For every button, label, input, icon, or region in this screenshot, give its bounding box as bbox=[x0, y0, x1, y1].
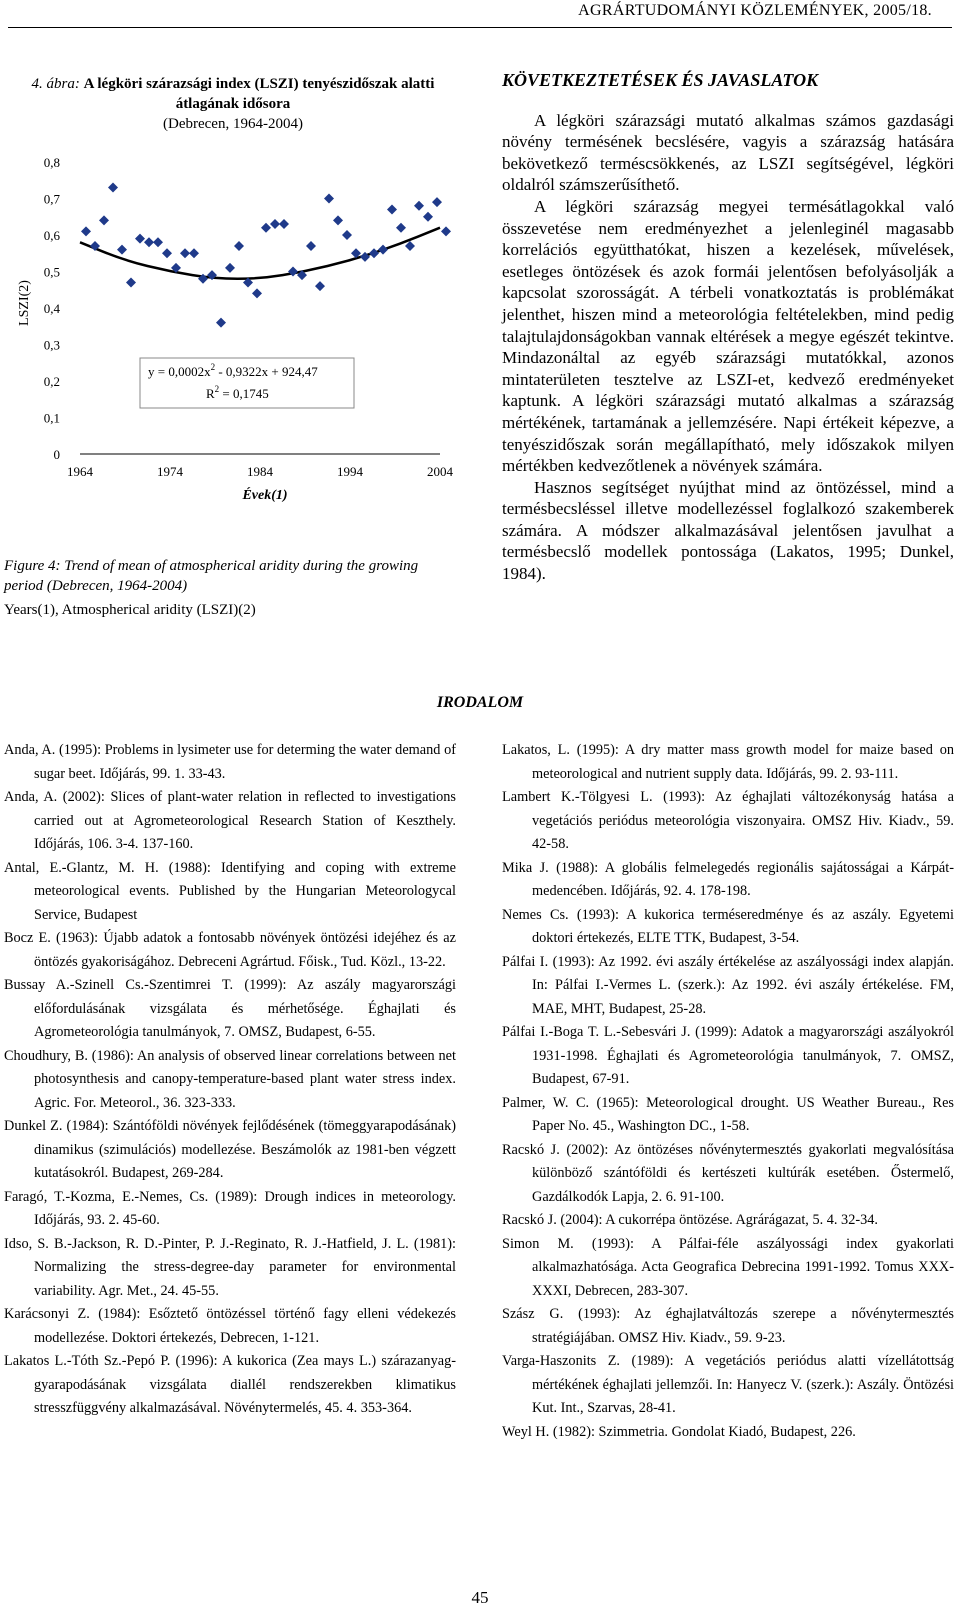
conclusions-paragraph-1: A légköri szárazsági mutató alkalmas számos gazdasági növény termésének becslésére, vagyis a szárazság hatására bekövetkező terméscsökkenés, az LSZI segítségével, légköri oldalról számszerűsíthető. bbox=[502, 110, 954, 195]
data-point bbox=[81, 226, 91, 236]
y-tick-label: 0,5 bbox=[43, 264, 60, 280]
data-point bbox=[153, 237, 163, 247]
reference-item: Lakatos L.-Tóth Sz.-Pepó P. (1996): A kukorica (Zea mays L.) szárazanyag-gyarapodásának vizsgálata diallél rendszerekben klimatikus stresszfüggvény alkalmazásával. Növénytermelés, 45. 4. 353-364. bbox=[4, 1353, 456, 1416]
reference-item: Faragó, T.-Kozma, E.-Nemes, Cs. (1989): Drough indices in meteorology. Időjárás, 93. 2. 45-60. bbox=[4, 1188, 456, 1228]
data-point bbox=[216, 318, 226, 328]
reference-item: Bocz E. (1963): Újabb adatok a fontosabb növények öntözési idejéhez és az öntözés gyakoriságához. Debreceni Agrártud. Főisk., Tud. Közl., 13-22. bbox=[4, 930, 456, 970]
data-point bbox=[117, 245, 127, 255]
chart-tick-labels bbox=[44, 155, 454, 479]
reference-item: Varga-Haszonits Z. (1989): A vegetációs periódus alatti vízellátottság mértékének éghajlati jellemzői. In: Hanyecz V. (szerk.): Aszály. Öntözési Kut. Int., Szarvas, 28-41. bbox=[502, 1353, 954, 1416]
data-point bbox=[261, 223, 271, 233]
figure-label: 4. ábra: bbox=[31, 76, 80, 92]
reference-item: Karácsonyi Z. (1984): Esőztető öntözéssel történő fagy elleni védekezés modellezése. Doktori értekezés, Debrecen, 1-121. bbox=[4, 1306, 456, 1346]
data-point bbox=[279, 219, 289, 229]
x-tick-label: 2004 bbox=[427, 464, 453, 479]
x-tick-label: 1984 bbox=[247, 464, 273, 479]
reference-item: Szász G. (1993): Az éghajlatváltozás szerepe a nővénytermesztés stratégiájában. OMSZ Hiv. Kiadv., 59. 9-23. bbox=[502, 1306, 954, 1346]
reference-item: Weyl H. (1982): Szimmetria. Gondolat Kiadó, Budapest, 226. bbox=[502, 1423, 856, 1440]
y-tick-label: 0,2 bbox=[43, 374, 60, 389]
reference-item: Nemes Cs. (1993): A kukorica terméseredménye és az aszály. Egyetemi doktori értekezés, ELTE TTK, Budapest, 3-54. bbox=[502, 906, 954, 946]
data-point bbox=[252, 288, 262, 298]
reference-item: Lambert K.-Tölgyesi L. (1993): Az éghajlati változékonyság hatása a vegetációs periódus meteorológia viszonyaira. OMSZ Hiv. Kiadv., 59. 42-58. bbox=[502, 789, 954, 852]
data-point bbox=[180, 248, 190, 258]
lszi-chart bbox=[17, 148, 460, 518]
references-left-column bbox=[4, 739, 456, 1421]
data-point bbox=[315, 281, 325, 291]
data-point bbox=[414, 201, 424, 211]
x-tick-label: 1964 bbox=[67, 464, 93, 479]
references-heading: IRODALOM bbox=[436, 694, 524, 711]
reference-item: Racskó J. (2004): A cukorrépa öntözése. Agrárágazat, 5. 4. 32-34. bbox=[502, 1212, 878, 1228]
trend-equation: $y = 0,0002x^2 - 0,9322x + 924,47$ bbox=[148, 362, 318, 379]
data-point bbox=[135, 234, 145, 244]
data-point bbox=[324, 194, 334, 204]
equation-box bbox=[140, 358, 354, 408]
reference-item: Palmer, W. C. (1965): Meteorological drought. US Weather Bureau., Res Paper No. 45., Washington DC., 1-58. bbox=[502, 1094, 954, 1134]
y-tick-label: 0,7 bbox=[43, 191, 60, 207]
header-rule bbox=[8, 27, 952, 28]
data-point bbox=[144, 237, 154, 247]
data-point bbox=[441, 226, 451, 236]
data-point bbox=[234, 241, 244, 251]
conclusions-paragraph-2: A légköri szárazság megyei termésátlagokkal való összevetése nem eredményezhet a jelenleginél magasabb korrelációs együtthatókat, hiszen a kezelések, művelések, esetleges öntözések és azok formái jelentősen befolyásolják a kapcsolat szorosságát. A térbeli vonatkoztatás is problémákat jelenthet, hiszen mind a meteorológia feltételekben, mind pedig talajtulajdonságokban vannak eltérések a megye egészét tekintve. Mindazonáltal az egyéb szárazsági mutatókkal, azonos mintaterületen tesztelve az LSZI-et, kedvező eredményeket kaptunk. A légköri szárazsági mutató alkalmas a szárazság mértékének, tartamának a jellemzésére. Napi értékeit képezve, a tenyészidőszak során megállapítható, mely időszakok milyen mértékben kedvezőtlenek a növények számára. bbox=[502, 196, 954, 476]
x-tick-label: 1994 bbox=[337, 464, 363, 479]
data-point bbox=[99, 215, 109, 225]
figure-title-line1: A légköri szárazsági index (LSZI) tenyészidőszak alatti bbox=[83, 76, 435, 92]
data-point bbox=[225, 263, 235, 273]
reference-item: Mika J. (1988): A globális felmelegedés regionális sajátosságai a Kárpát-medencében. Időjárás, 92. 4. 178-198. bbox=[502, 859, 954, 899]
data-point bbox=[369, 248, 379, 258]
data-point bbox=[387, 204, 397, 214]
x-tick-label: 1974 bbox=[157, 464, 183, 479]
data-point bbox=[189, 248, 199, 258]
data-point bbox=[108, 183, 118, 193]
data-point bbox=[306, 241, 316, 251]
reference-item: Racskó J. (2002): Az öntözéses nővénytermesztés gyakorlati megvalósítása különböző szántóföldi és kertészeti kultúrák esetében. Őstermelő, Gazdálkodók Lapja, 2. 6. 91-100. bbox=[502, 1141, 954, 1205]
data-point bbox=[333, 215, 343, 225]
x-axis-title: Évek(1) bbox=[242, 488, 288, 503]
reference-item: Simon M. (1993): A Pálfai-féle aszályossági index gyakorlati alkalmazhatósága. Acta Geografica Debrecina 1991-1992. Tomus XXX-XXXI, Debrecen, 283-307. bbox=[502, 1235, 954, 1299]
r-squared: $R^2 = 0,1745$ bbox=[206, 384, 269, 401]
y-axis-title: LSZI(2) bbox=[17, 280, 32, 326]
english-legend: Years(1), Atmospherical aridity (LSZI)(2) bbox=[4, 602, 256, 618]
trendline bbox=[80, 228, 440, 279]
conclusions-section bbox=[502, 70, 954, 585]
reference-item: Idso, S. B.-Jackson, R. D.-Pinter, P. J.-Reginato, R. J.-Hatfield, J. L. (1981): Normalizing the stress-degree-day parameter for environmental variability. Agr. Met., 24. 45-55. bbox=[4, 1235, 456, 1299]
y-tick-label: 0,8 bbox=[43, 155, 60, 170]
conclusions-paragraph-3: Hasznos segítséget nyújthat mind az öntözéssel, mind a termésbecsléssel illetve modellezéssel foglalkozó szakemberek számára. A módszer alkalmazásával jelentősen javulhat a termésbecslő modellek pontossága (Lakatos, 1995; Dunkel, 1984). bbox=[502, 477, 954, 584]
page-number: 45 bbox=[471, 1588, 489, 1607]
english-caption: Figure 4: Trend of mean of atmospherical aridity during the growing period (Debrecen, 1964-2004) bbox=[4, 558, 419, 594]
data-point bbox=[396, 223, 406, 233]
reference-item: Dunkel Z. (1984): Szántóföldi növények fejlődésének (tömeggyarapodásának) dinamikus (szimulációs) modellezése. Beszámolók az 1981-ben végzett kutatásokról. Budapest, 269-284. bbox=[4, 1118, 456, 1181]
y-tick-label: 0 bbox=[53, 447, 60, 462]
data-point bbox=[432, 197, 442, 207]
reference-item: Anda, A. (2002): Slices of plant-water relation in reflected to investigations carried out at Agrometeorological Research Station of Keszthely. Időjárás, 106. 3-4. 137-160. bbox=[4, 789, 456, 852]
figure-title-line2: átlagának idősora bbox=[175, 96, 291, 112]
data-point bbox=[162, 248, 172, 258]
data-points bbox=[81, 183, 451, 328]
y-tick-label: 0,3 bbox=[43, 337, 60, 353]
reference-item: Pálfai I. (1993): Az 1992. évi aszály értékelése az aszályossági index alapján. In: Pálfai I.-Vermes L. (szerk.): Az 1992. évi aszály értékelése. FM, MAE, MHT, Budapest, 25-28. bbox=[502, 953, 954, 1017]
y-tick-label: 0,1 bbox=[43, 410, 60, 426]
y-tick-label: 0,6 bbox=[43, 228, 60, 243]
y-tick-label: 0,4 bbox=[43, 301, 60, 316]
reference-item: Pálfai I.-Boga T. L.-Sebesvári J. (1999): Adatok a magyarországi aszályokról 1931-1998. Éghajlati és Agrometeorológia tanulmányok, 7. OMSZ, Budapest, 67-91. bbox=[502, 1024, 954, 1087]
data-point bbox=[270, 219, 280, 229]
reference-item: Antal, E.-Glantz, M. H. (1988): Identifying and coping with extreme meteorological events. Published by the Hungarian Meteorologycal Service, Budapest bbox=[4, 859, 456, 923]
data-point bbox=[423, 212, 433, 222]
references-right-column bbox=[502, 739, 954, 1444]
figure-subtitle: (Debrecen, 1964-2004) bbox=[163, 116, 303, 132]
data-point bbox=[126, 277, 136, 287]
running-header: AGRÁRTUDOMÁNYI KÖZLEMÉNYEK, 2005/18. bbox=[578, 2, 932, 19]
conclusions-heading: KÖVETKEZTETÉSEK ÉS JAVASLATOK bbox=[502, 70, 819, 90]
data-point bbox=[378, 245, 388, 255]
reference-item: Lakatos, L. (1995): A dry matter mass growth model for maize based on meteorological and nutrient supply data. Időjárás, 99. 2. 93-111. bbox=[502, 742, 954, 782]
reference-item: Choudhury, B. (1986): An analysis of observed linear correlations between net photosynthesis and canopy-temperature-based plant water stress index. Agric. For. Meteorol., 36. 323-333. bbox=[4, 1047, 456, 1111]
reference-item: Anda, A. (1995): Problems in lysimeter use for determing the water demand of sugar beet. Időjárás, 99. 1. 33-43. bbox=[4, 742, 456, 782]
reference-item: Bussay A.-Szinell Cs.-Szentimrei T. (1999): Az aszály magyarországi előfordulásának vizsgálata és mérhetősége. Éghajlati és Agrometeorológia tanulmányok, 7. OMSZ, Budapest, 6-55. bbox=[4, 977, 456, 1040]
data-point bbox=[342, 230, 352, 240]
figure-caption bbox=[8, 74, 458, 134]
